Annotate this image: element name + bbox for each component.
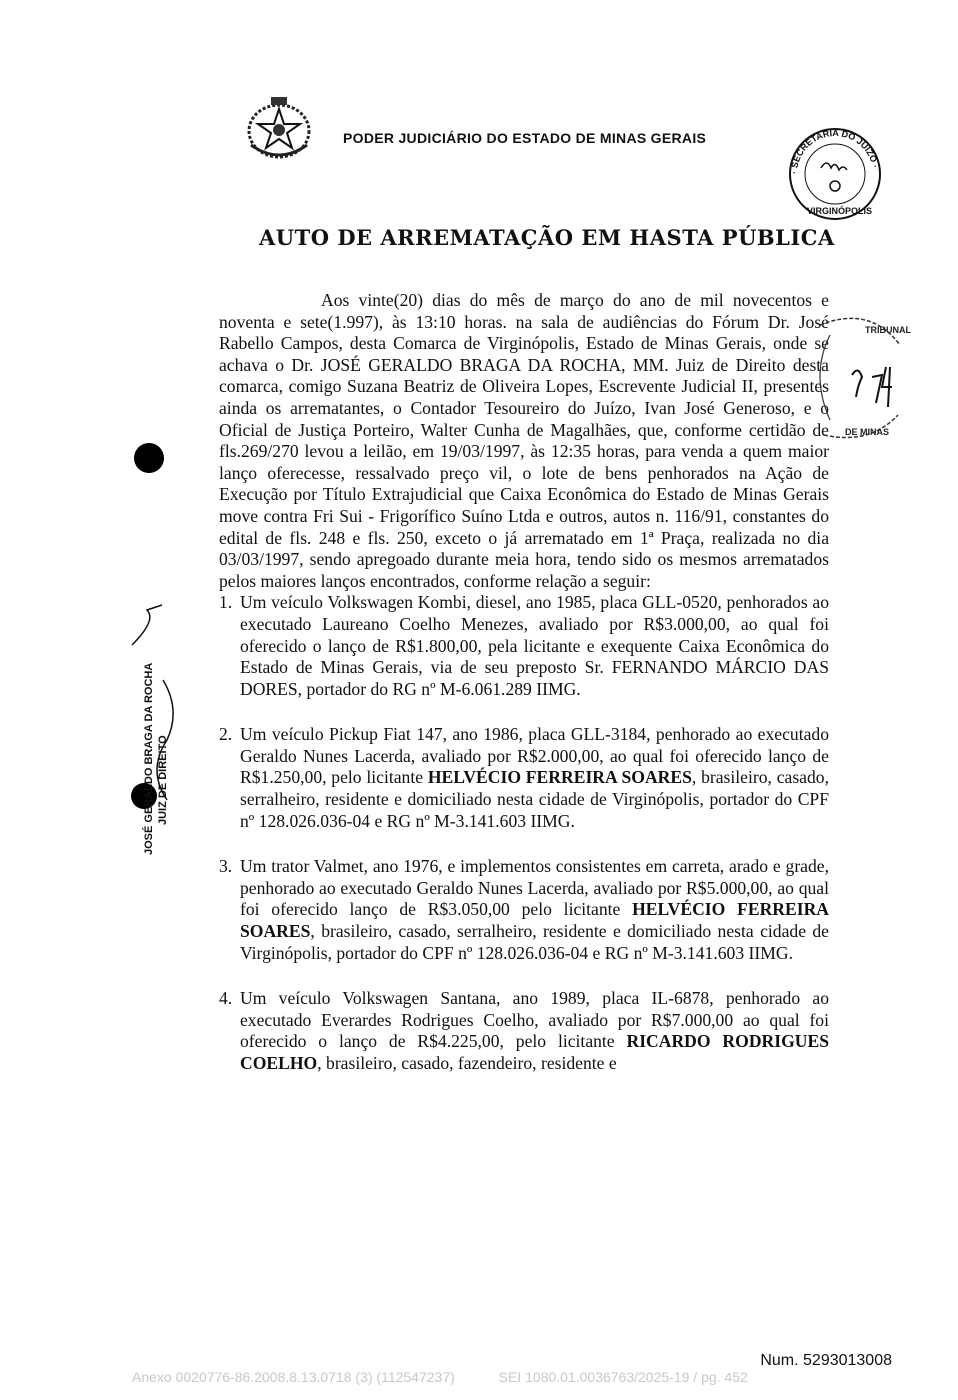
document-number: Num. 5293013008 <box>760 1352 892 1369</box>
svg-text:JUIZ DE DIREITO: JUIZ DE DIREITO <box>157 735 169 825</box>
annex-reference: Anexo 0020776-86.2008.8.13.0718 (3) (112547237) <box>132 1369 455 1385</box>
list-item <box>219 988 829 1074</box>
list-item <box>219 724 829 832</box>
list-item-text: Um veículo Volkswagen Santana, ano 1989, placa IL-6878, penhorado ao executado Everardes Rodrigues Coelho, avaliado por R$7.000,00 ao qual foi oferecido o lanço de R$4.225,00, pelo licitante <box>240 988 829 1052</box>
list-item-text: , brasileiro, casado, serralheiro, residente e domiciliado nesta cidade de Virginópolis, portador do CPF nº 128.026.036-04 e RG nº M-3.141.603 IIMG. <box>240 767 829 831</box>
list-item-text: Um trator Valmet, ano 1976, e implementos consistentes em carreta, arado e grade, penhorado ao executado Geraldo Nunes Lacerda, avaliado por R$5.000,00, ao qual foi oferecido lanço de R$3.050,00 pelo licitante <box>240 856 829 920</box>
svg-text:· SECRETARIA DO JUÍZO ·: · SECRETARIA DO JUÍZO · <box>788 127 881 175</box>
document-title: AUTO DE ARREMATAÇÃO EM HASTA PÚBLICA <box>259 225 835 250</box>
list-item-number: 3. <box>219 856 233 877</box>
intro-paragraph: Aos vinte(20) dias do mês de março do ano de mil novecentos e noventa e sete(1.997), às 13:10 horas. na sala de audiências do Fórum Dr. José Rabello Campos, desta Comarca de Virginópolis, Estado de Minas Gerais, onde se achava o Dr. JOSÉ GERALDO BRAGA DA ROCHA, MM. Juiz de Direito desta comarca, comigo Suzana Beatriz de Oliveira Lopes, Escrevente Judicial II, presentes ainda os arrematantes, o Contador Tesoureiro do Juízo, Ivan José Generoso, e o Oficial de Justiça Porteiro, Walter Cunha de Magalhães, que, conforme certidão de fls.269/270 levou a leilão, em 19/03/1997, às 12:35 horas, para venda a quem maior lanço oferecesse, ressalvado preço vil, o lote de bens penhorados na Ação de Execução por Título Extrajudicial que Caixa Econômica do Estado de Minas Gerais move contra Fri Sui - Frigorífico Suíno Ltda e outros, autos n. 116/91, constantes do edital de fls. 248 e fls. 250, exceto o já arrematado em 1ª Praça, realizada no dia 03/03/1997, sendo apregoado durante meia hora, tendo sido os mesmos arrematados pelos maiores lanços encontrados, conforme relação a seguir: <box>219 290 829 591</box>
coat-of-arms-emblem <box>243 95 315 161</box>
bidder-name: HELVÉCIO FERREIRA SOARES <box>427 767 692 788</box>
list-item-number: 4. <box>219 988 233 1009</box>
bidder-name: HELVÉCIO FERREIRA SOARES <box>240 899 829 942</box>
list-item-text: , brasileiro, casado, serralheiro, residente e domiciliado nesta cidade de Virginópolis, portador do CPF nº 128.026.036-04 e RG nº M-3.141.603 IIMG. <box>240 921 829 963</box>
document-body <box>219 290 829 1075</box>
list-item-text: Um veículo Pickup Fiat 147, ano 1986, placa GLL-3184, penhorado ao executado Geraldo Nunes Lacerda, avaliado por R$2.000,00, ao qual foi oferecido lanço de R$1.250,00, pelo licitante <box>240 724 829 788</box>
punch-hole <box>134 443 164 473</box>
svg-text:DE MINAS: DE MINAS <box>845 427 890 437</box>
judge-signature-stamp <box>112 600 182 870</box>
secretaria-seal-stamp <box>783 124 887 224</box>
list-item <box>219 856 829 964</box>
list-item-number: 1. <box>219 592 233 613</box>
list-item <box>219 592 829 700</box>
tribunal-seal-stamp <box>790 305 911 440</box>
svg-text:TRIBUNAL: TRIBUNAL <box>865 325 911 335</box>
svg-text:VIRGINÓPOLIS: VIRGINÓPOLIS <box>807 206 873 216</box>
footer-metadata <box>132 1369 832 1385</box>
sei-reference: SEI 1080.01.0036763/2025-19 / pg. 452 <box>498 1369 748 1385</box>
svg-text:JOSÉ GERALDO BRAGA DA ROCHA: JOSÉ GERALDO BRAGA DA ROCHA <box>143 662 155 855</box>
list-item-text: , brasileiro, casado, fazendeiro, residente e <box>317 1053 617 1073</box>
institution-header: PODER JUDICIÁRIO DO ESTADO DE MINAS GERAIS <box>343 130 707 146</box>
list-item-number: 2. <box>219 724 233 745</box>
list-item-text: Um veículo Volkswagen Kombi, diesel, ano 1985, placa GLL-0520, penhorados ao executado Laureano Coelho Menezes, avaliado por R$3.000,00, ao qual foi oferecido o lanço de R$1.800,00, pela licitante e exequente Caixa Econômica do Estado de Minas Gerais, via de seu preposto Sr. FERNANDO MÁRCIO DAS DORES, portador do RG nº M-6.061.289 IIMG. <box>240 592 829 699</box>
bidder-name: RICARDO RODRIGUES COELHO <box>240 1031 829 1073</box>
